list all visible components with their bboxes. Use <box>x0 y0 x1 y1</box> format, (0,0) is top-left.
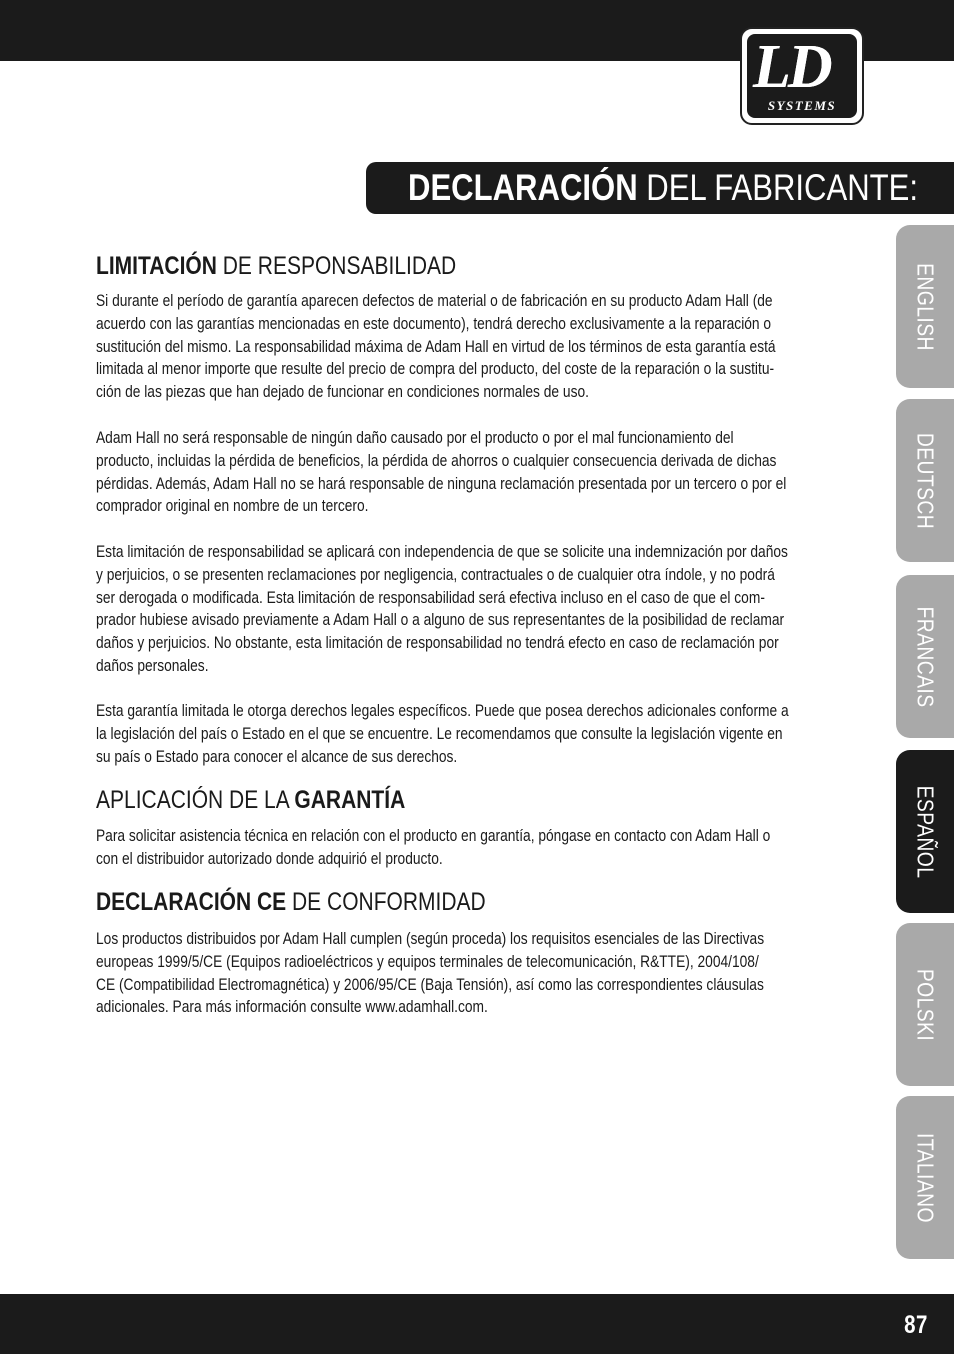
language-tab-english[interactable] <box>896 225 954 388</box>
tab-label: DEUTSCH <box>912 432 939 529</box>
section-heading-ce <box>96 887 486 917</box>
language-tab-polski[interactable] <box>896 923 954 1086</box>
heading-bold: DECLARACIÓN CE <box>96 888 287 916</box>
heading-bold: LIMITACIÓN <box>96 252 217 280</box>
text-line: Para solicitar asistencia técnica en relación con el producto en garantía, póngase en contacto con Adam Hall o <box>96 827 771 845</box>
language-tab-francais[interactable] <box>896 575 954 738</box>
ld-systems-logo <box>740 27 864 125</box>
text-line: pérdidas. Además, Adam Hall no se hará responsable de ninguna reclamación presentada por un tercero o por el <box>96 474 787 493</box>
paragraph <box>96 290 855 404</box>
text-line: Esta garantía limitada le otorga derechos legales específicos. Puede que posea derechos adicionales conforme a <box>96 702 789 720</box>
text-line: sustitución del mismo. La responsabilidad máxima de Adam Hall en virtud de los términos de esta garantía está <box>96 337 776 356</box>
text-line: CE (Compatibilidad Electromagnética) y 2006/95/CE (Baja Tensión), así como las correspondientes cláusulas <box>96 975 764 994</box>
bottom-bar <box>0 1294 954 1354</box>
text-line: su país o Estado para conocer el alcance de sus derechos. <box>96 747 458 766</box>
section-heading-warranty <box>96 785 405 815</box>
text-line: Los productos distribuidos por Adam Hall cumplen (según proceda) los requisitos esenciales de las Directivas <box>96 930 765 948</box>
logo-badge <box>747 34 857 118</box>
paragraph <box>96 427 855 518</box>
text-line: europeas 1999/5/CE (Equipos radioeléctricos y equipos terminales de telecomunicación, R&TTE), 2004/108/ <box>96 952 759 971</box>
logo-mark: LD <box>753 34 830 101</box>
heading-rest: APLICACIÓN DE LA <box>96 786 295 814</box>
page-title-bar <box>366 162 954 214</box>
tab-label: ENGLISH <box>912 262 939 351</box>
heading-bold: GARANTÍA <box>294 786 406 814</box>
tab-label: ITALIANO <box>912 1132 939 1223</box>
text-line: Esta limitación de responsabilidad se aplicará con independencia de que se solicite una indemnización por daños <box>96 543 788 561</box>
tab-label: FRANCAIS <box>912 605 939 708</box>
text-line: adicionales. Para más información consulte www.adamhall.com. <box>96 998 488 1017</box>
text-line: prador hubiese avisado previamente a Adam Hall o a alguno de sus representantes de la posibilidad de reclamar <box>96 611 785 630</box>
text-line: daños y perjuicios. No obstante, esta limitación de responsabilidad no tendrá efecto en caso de reclamación por <box>96 634 779 653</box>
heading-rest: DE RESPONSABILIDAD <box>216 252 457 280</box>
text-line: limitada al menor importe que resulte del precio de compra del producto, del coste de la reparación o la sustitu- <box>96 360 775 379</box>
text-line: daños personales. <box>96 656 209 675</box>
text-line: acuerdo con las garantías mencionadas en este documento), tendrá derecho exclusivamente a la reparación o <box>96 314 772 333</box>
text-line: Si durante el período de garantía aparecen defectos de material o de fabricación en su producto Adam Hall (de <box>96 292 773 310</box>
text-line: Adam Hall no será responsable de ningún daño causado por el producto o por el mal funcionamiento del <box>96 429 734 447</box>
paragraph <box>96 928 855 1019</box>
tab-label: ESPAÑOL <box>912 785 939 878</box>
language-tab-deutsch[interactable] <box>896 399 954 562</box>
page-title-bold: DECLARACIÓN <box>408 167 638 208</box>
text-line: y perjuicios, o se presenten reclamaciones por negligencia, contractuales o de cualquier otra índole, y no podrá <box>96 565 775 584</box>
paragraph <box>96 541 855 678</box>
logo-subtitle: SYSTEMS <box>767 98 837 113</box>
text-line: ción de las piezas que han dejado de funcionar en condiciones normales de uso. <box>96 383 589 402</box>
page-number: 87 <box>904 1311 928 1339</box>
language-tab-espanol[interactable] <box>896 750 954 913</box>
paragraph <box>96 825 855 871</box>
page-title-rest: DEL FABRICANTE: <box>637 167 919 208</box>
language-tab-italiano[interactable] <box>896 1096 954 1259</box>
text-line: ser derogada o modificada. Esta limitación de responsabilidad será efectiva incluso en el caso de que el com- <box>96 588 765 607</box>
page-title <box>408 166 918 210</box>
text-line: producto, incluidas la pérdida de beneficios, la pérdida de ahorros o cualquier consecuencia derivada de dichas <box>96 451 777 470</box>
text-line: con el distribuidor autorizado donde adquirió el producto. <box>96 849 443 868</box>
paragraph <box>96 700 855 768</box>
tab-label: POLSKI <box>912 968 939 1041</box>
section-heading-liability <box>96 251 456 281</box>
text-line: la legislación del país o Estado en el que se encuentre. Le recomendamos que consulte la legislación vigente en <box>96 724 783 743</box>
text-line: comprador original en nombre de un tercero. <box>96 497 369 516</box>
heading-rest: DE CONFORMIDAD <box>286 888 486 916</box>
